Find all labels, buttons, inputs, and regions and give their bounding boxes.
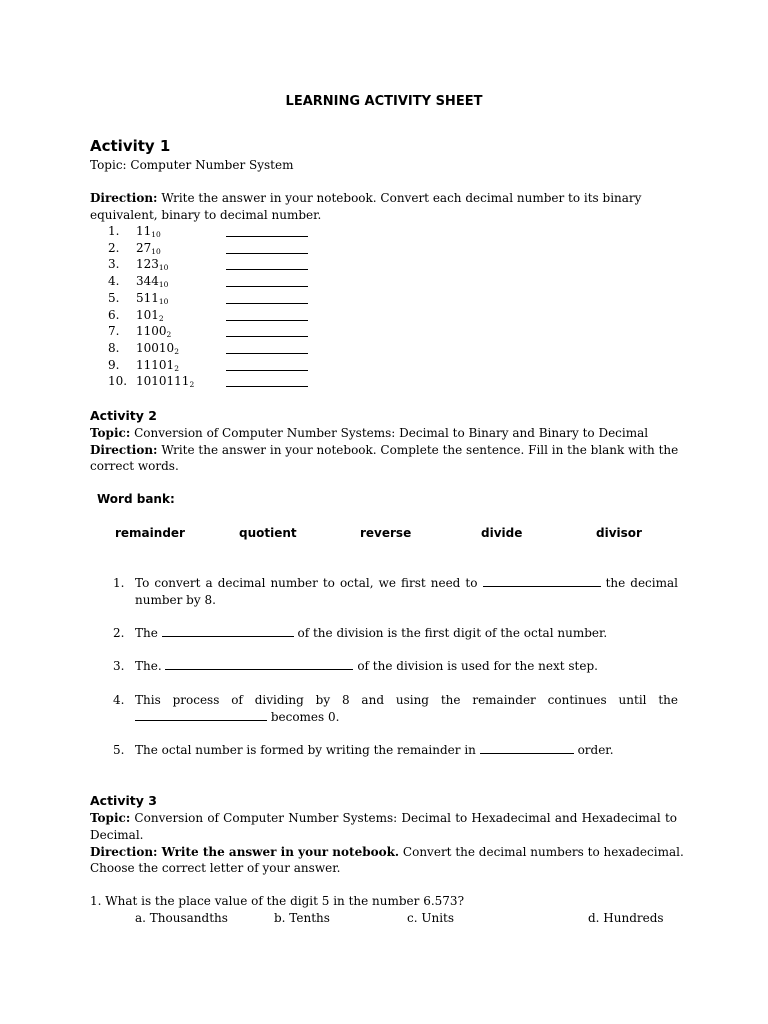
base-subscript: 2 [174, 363, 179, 373]
answer-blank [226, 386, 308, 387]
base-subscript: 10 [158, 280, 169, 290]
question-number: 1. [113, 576, 125, 590]
item-number: 2. [108, 240, 120, 255]
question-text: This process of dividing by 8 and using the remainder continues until the [135, 693, 678, 707]
answer-blank [226, 320, 308, 321]
question-text: order. [577, 743, 614, 757]
answer-blank [226, 286, 308, 287]
question-text: of the division is the first digit of the octal number. [297, 626, 608, 640]
item-value [136, 241, 226, 256]
base-subscript: 10 [151, 246, 161, 256]
word-bank-item: divide [481, 526, 523, 540]
item-value [136, 358, 226, 373]
word-bank-item: remainder [115, 526, 185, 540]
item-number: 1. [108, 224, 120, 238]
question-text: The octal number is formed by writing the remainder in [135, 743, 476, 757]
word-bank-label: Word bank: [97, 492, 175, 506]
number-value: 101 [136, 307, 159, 322]
conversion-item [108, 324, 226, 339]
activity1-topic: Topic: Computer Number System [90, 158, 294, 172]
question-number: 5. [113, 743, 125, 757]
number-value: 123 [136, 257, 159, 272]
conversion-item [108, 358, 226, 373]
item-number: 9. [108, 357, 120, 372]
activity1-heading: Activity 1 [90, 137, 171, 155]
question-text: number by 8. [135, 592, 216, 607]
question-number: 3. [113, 659, 125, 673]
item-number: 6. [108, 307, 120, 322]
answer-blank [226, 253, 308, 254]
answer-blank [226, 303, 308, 304]
item-value [136, 324, 226, 339]
item-number: 7. [108, 324, 120, 339]
mc-question: 1. What is the place value of the digit 5 in the number 6.573? [90, 894, 464, 908]
conversion-item [108, 374, 226, 389]
answer-blank [226, 353, 308, 354]
mc-choice-b: b. Tenths [274, 911, 330, 925]
word-bank-item: reverse [360, 526, 412, 540]
question-number: 2. [113, 626, 125, 640]
number-value: 1010111 [136, 374, 190, 389]
topic-text: Conversion of Computer Number Systems: Decimal to Hexadecimal and Hexadecimal to [130, 811, 677, 825]
item-value [136, 341, 226, 356]
answer-blank [135, 709, 267, 721]
fill-blank-question [113, 692, 678, 725]
fill-blank-question [113, 742, 678, 759]
item-value [136, 291, 226, 306]
answer-blank [226, 336, 308, 337]
topic-text: Conversion of Computer Number Systems: Decimal to Binary and Binary to Decimal [130, 426, 649, 440]
item-number: 4. [108, 274, 120, 289]
answer-blank [226, 236, 308, 237]
activity1-direction-cont: equivalent, binary to decimal number. [90, 208, 322, 222]
mc-choice-c: c. Units [407, 911, 455, 925]
answer-blank [483, 575, 601, 587]
activity2-direction [90, 442, 678, 459]
item-value [136, 374, 226, 389]
fill-blank-question [113, 658, 678, 675]
fill-blank-question [113, 625, 678, 642]
topic-label: Topic: [90, 811, 131, 825]
base-subscript: 2 [174, 346, 179, 356]
question-text: To convert a decimal number to octal, we first need to [135, 576, 478, 590]
question-text: of the division is used for the next step. [357, 659, 598, 673]
base-subscript: 2 [189, 380, 195, 390]
conversion-item [108, 341, 226, 356]
activity2-direction-cont: correct words. [90, 459, 179, 473]
number-value: 11101 [136, 357, 175, 372]
number-value: 11 [136, 224, 152, 238]
mc-choice-a: a. Thousandths [135, 911, 228, 925]
item-value [136, 274, 226, 289]
base-subscript: 10 [151, 230, 161, 239]
conversion-item [108, 308, 226, 323]
topic-label: Topic: [90, 426, 131, 440]
activity2-heading: Activity 2 [90, 408, 157, 423]
question-text: becomes 0. [270, 709, 340, 724]
answer-blank [226, 269, 308, 270]
conversion-item [108, 274, 226, 289]
mc-choice-d: d. Hundreds [588, 911, 664, 925]
activity3-direction-cont: Choose the correct letter of your answer. [90, 861, 341, 875]
activity3-topic [90, 810, 677, 827]
number-value: 344 [136, 274, 159, 289]
question-text: The. [135, 659, 162, 673]
direction-label: Direction: [90, 443, 158, 457]
conversion-item [108, 291, 226, 306]
direction-label: Direction: Write the answer in your notebook. [90, 845, 400, 859]
question-text: the decimal [605, 576, 678, 590]
activity2-topic [90, 425, 648, 442]
direction-label: Direction: [90, 191, 158, 205]
item-number: 8. [108, 340, 120, 355]
activity3-heading: Activity 3 [90, 793, 157, 808]
item-value [136, 308, 226, 323]
conversion-item [108, 241, 226, 256]
direction-text: Convert the decimal numbers to hexadecimal. [399, 845, 684, 859]
base-subscript: 2 [158, 313, 164, 323]
activity3-topic-cont: Decimal. [90, 828, 144, 842]
question-line [135, 575, 678, 592]
answer-blank [162, 625, 294, 637]
activity3-direction [90, 844, 684, 861]
base-subscript: 2 [166, 330, 172, 340]
base-subscript: 10 [158, 296, 169, 306]
conversion-item [108, 257, 226, 272]
item-number: 3. [108, 257, 120, 272]
page-title: LEARNING ACTIVITY SHEET [285, 94, 483, 109]
activity1-direction [90, 190, 641, 207]
direction-text: Write the answer in your notebook. Complete the sentence. Fill in the blank with the [157, 443, 679, 457]
number-value: 10010 [136, 340, 175, 355]
base-subscript: 10 [158, 263, 169, 273]
number-value: 511 [136, 290, 159, 305]
answer-blank [480, 742, 574, 754]
question-text: The [135, 626, 158, 640]
answer-blank [226, 370, 308, 371]
item-number: 5. [108, 290, 120, 305]
word-bank-item: quotient [239, 526, 297, 540]
item-value [136, 257, 226, 272]
direction-text: Write the answer in your notebook. Convert each decimal number to its binary [157, 191, 642, 205]
question-number: 4. [113, 693, 125, 707]
word-bank-item: divisor [596, 526, 642, 540]
fill-blank-question [113, 575, 678, 608]
item-number: 10. [108, 374, 128, 389]
conversion-item [108, 224, 226, 239]
number-value: 1100 [136, 324, 167, 339]
number-value: 27 [136, 240, 152, 255]
item-value [136, 224, 226, 239]
answer-blank [165, 658, 353, 670]
